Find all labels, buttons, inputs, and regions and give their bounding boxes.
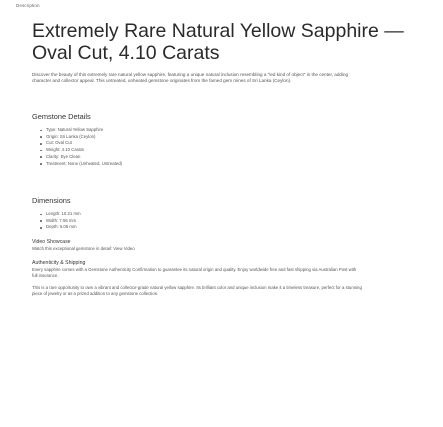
list-item: Weight: 4.10 Carats: [40, 147, 122, 154]
intro-paragraph: Discover the beauty of this extremely rare natural yellow sapphire, featuring a unique natural inclusion resembling a "led kind of object" in the center, adding character and collector appeal. This untreated, unheated gemstone originates from the famed gem mines of Sri Lanka (Ceylon).: [32, 72, 349, 84]
product-title: Extremely Rare Natural Yellow Sapphire — Oval Cut, 4.10 Carats: [32, 20, 404, 64]
dimensions-heading: Dimensions: [32, 196, 71, 205]
video-heading: Video Showcase: [32, 239, 71, 245]
video-text: Watch this exceptional gemstone in detail:: [32, 246, 113, 251]
section-label: Description: [16, 3, 40, 8]
list-item: Clarity: Eye Clean: [40, 154, 122, 161]
list-item: Origin: Sri Lanka (Ceylon): [40, 134, 122, 141]
video-paragraph: [32, 246, 362, 252]
authenticity-paragraph: Every sapphire comes with a Gemstone Authenticity Confirmation to guarantee its natural origin and quality. Enjoy worldwide free and fast shipping via Australian Post with full insurance.: [32, 267, 357, 279]
gemstone-details-list: [40, 127, 122, 167]
list-item: Width: 7.56 mm: [40, 218, 81, 225]
list-item: Type: Natural Yellow Sapphire: [40, 127, 122, 134]
list-item: Length: 10.21 mm: [40, 211, 81, 218]
list-item: Cut: Oval Cut: [40, 140, 122, 147]
closing-paragraph: This is a rare opportunity to own a vibrant and collector-grade natural yellow sapphire. Its brilliant color and unique inclusion make it a timeless treasure, perfect for a stunning piece of jewelry or as a prized addition to any gemstone collection.: [32, 285, 362, 297]
view-video-link[interactable]: View Video: [113, 246, 135, 251]
gemstone-details-heading: Gemstone Details: [32, 112, 91, 121]
authenticity-heading: Authenticity & Shipping: [32, 260, 86, 266]
list-item: Depth: 6.06 mm: [40, 224, 81, 231]
dimensions-list: [40, 211, 81, 231]
list-item: Treatment: None (Unheated, Untreated): [40, 161, 122, 168]
